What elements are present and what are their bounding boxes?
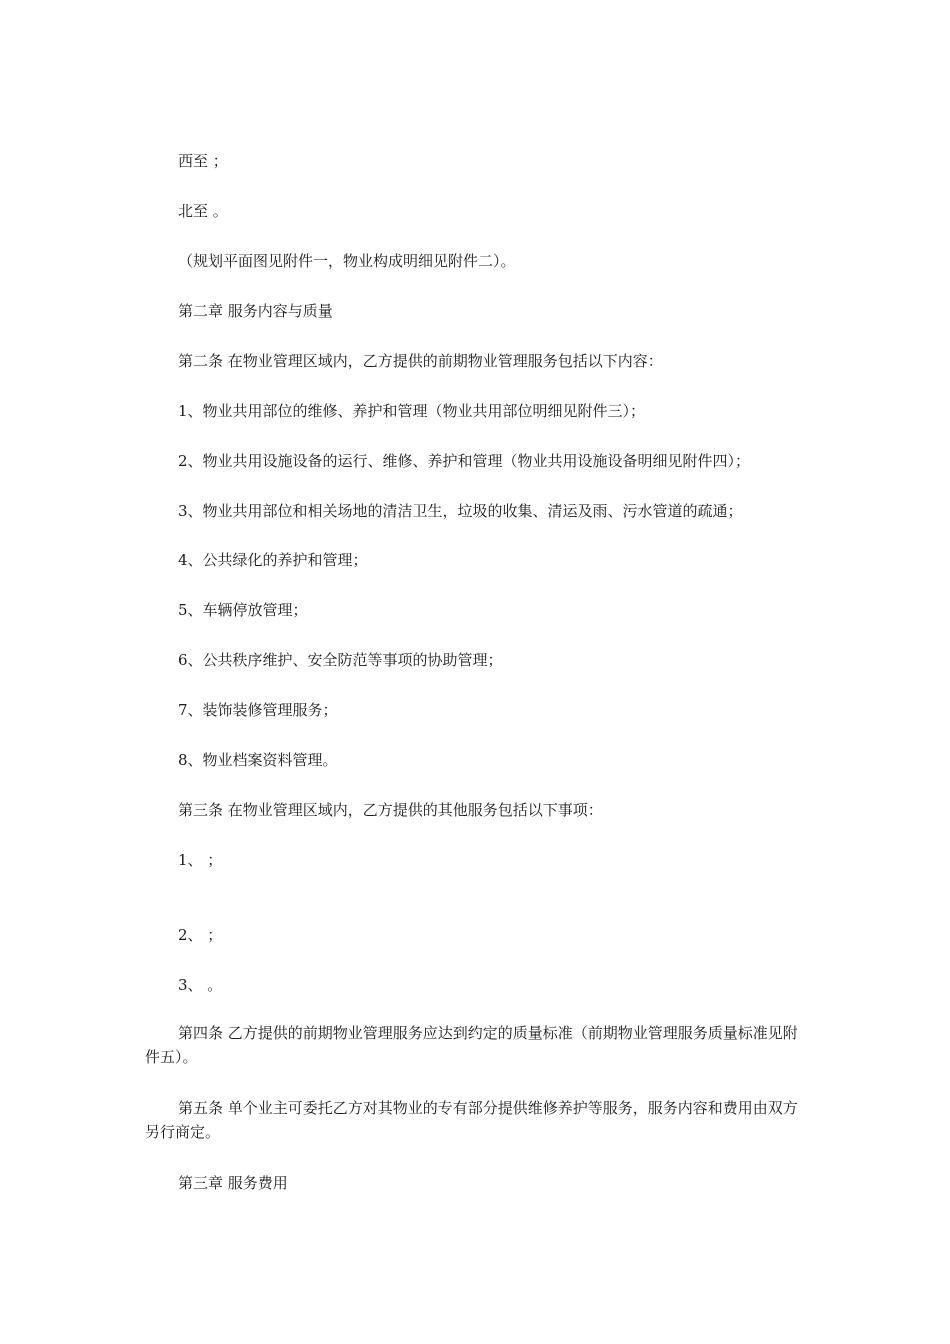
text-line-attachment-note: （规划平面图见附件一，物业构成明细见附件二）。 — [178, 252, 516, 270]
article-4-paragraph: 第四条 乙方提供的前期物业管理服务应达到约定的质量标准（前期物业管理服务质量标准见附件五）。 — [145, 1024, 798, 1066]
list-item-7: 7、装饰装修管理服务； — [178, 701, 338, 719]
list-item-4: 4、公共绿化的养护和管理； — [178, 551, 368, 569]
other-item-1: 1、 ； — [178, 851, 223, 869]
list-item-1: 1、物业共用部位的维修、养护和管理（物业共用部位明细见附件三）； — [178, 402, 646, 420]
article-3-text: 第三条 在物业管理区域内，乙方提供的其他服务包括以下事项： — [178, 801, 603, 819]
chapter-3-title: 第三章 服务费用 — [178, 1174, 288, 1192]
list-item-5: 5、车辆停放管理； — [178, 601, 308, 619]
list-item-2: 2、物业共用设施设备的运行、维修、养护和管理（物业共用设施设备明细见附件四）； — [178, 452, 751, 470]
text-line-north-boundary: 北至 。 — [178, 202, 228, 220]
text-line-west-boundary: 西至 ； — [178, 152, 228, 170]
article-5-paragraph: 第五条 单个业主可委托乙方对其物业的专有部分提供维修养护等服务，服务内容和费用由双方另行商定。 — [145, 1099, 798, 1141]
list-item-8: 8、物业档案资料管理。 — [178, 751, 338, 769]
other-item-2: 2、 ； — [178, 926, 223, 944]
list-item-6: 6、公共秩序维护、安全防范等事项的协助管理； — [178, 651, 503, 669]
other-item-3: 3、 。 — [178, 976, 223, 994]
chapter-2-title: 第二章 服务内容与质量 — [178, 302, 333, 320]
list-item-3: 3、物业共用部位和相关场地的清洁卫生，垃圾的收集、清运及雨、污水管道的疏通； — [178, 502, 743, 520]
article-2-text: 第二条 在物业管理区域内，乙方提供的前期物业管理服务包括以下内容： — [178, 352, 663, 370]
